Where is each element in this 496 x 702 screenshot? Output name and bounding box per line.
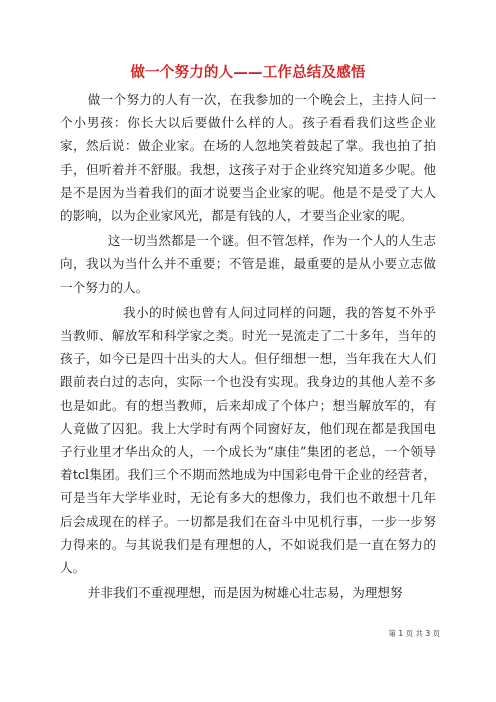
paragraph: 我小的时候也曾有人问过同样的问题，我的答复不外乎当教师、解放军和科学家之类。时光一晃流走了二十多年，当年的孩子，如今已是四十出头的大人。但仔细想一想，当年我在大人们跟前表白过的志向，实际一个也没有实现。我身边的其他人差不多也是如此。有的想当教师，后来却成了个体户；想当解放军的，有人竟做了囚犯。我上大学时有两个同窗好友，他们现在都是我国电子行业里才华出众的人，一个成长为“康佳”集团的老总，一个领导着tcl集团。我们三个不期而然地成为中国彩电骨干企业的经营者，可是当年大学毕业时，无论有多大的想像力，我们也不敢想十几年后会成现在的样子。一切都是我们在奋斗中见机行事，一步一步努力得来的。与其说我们是有理想的人，不如说我们是一直在努力的人。 [60,304,436,576]
page-number-footer: 第 1 页 共 3 页 [388,629,440,638]
document-title: 做一个努力的人——工作总结及感悟 [130,65,366,81]
paragraph: 做一个努力的人有一次，在我参加的一个晚会上，主持人问一个小男孩：你长大以后要做什么样的人。孩子看看我们这些企业家，然后说：做企业家。在场的人忽地笑着鼓起了掌。我也拍了拍手，但听着并不舒服。我想，这孩子对于企业终究知道多少呢。他是不是因为当着我们的面才说要当企业家的呢。他是不是受了大人的影响，以为企业家风光，都是有钱的人，才要当企业家的呢。 [60,92,436,224]
document-body [60,88,436,606]
paragraph: 并非我们不重视理想，而是因为树雄心壮志易，为理想努 [87,585,403,601]
paragraph: 这一切当然都是一个谜。但不管怎样，作为一个人的人生志向，我以为当什么并不重要；不管是谁，最重要的是从小要立志做一个努力的人。 [60,233,436,295]
